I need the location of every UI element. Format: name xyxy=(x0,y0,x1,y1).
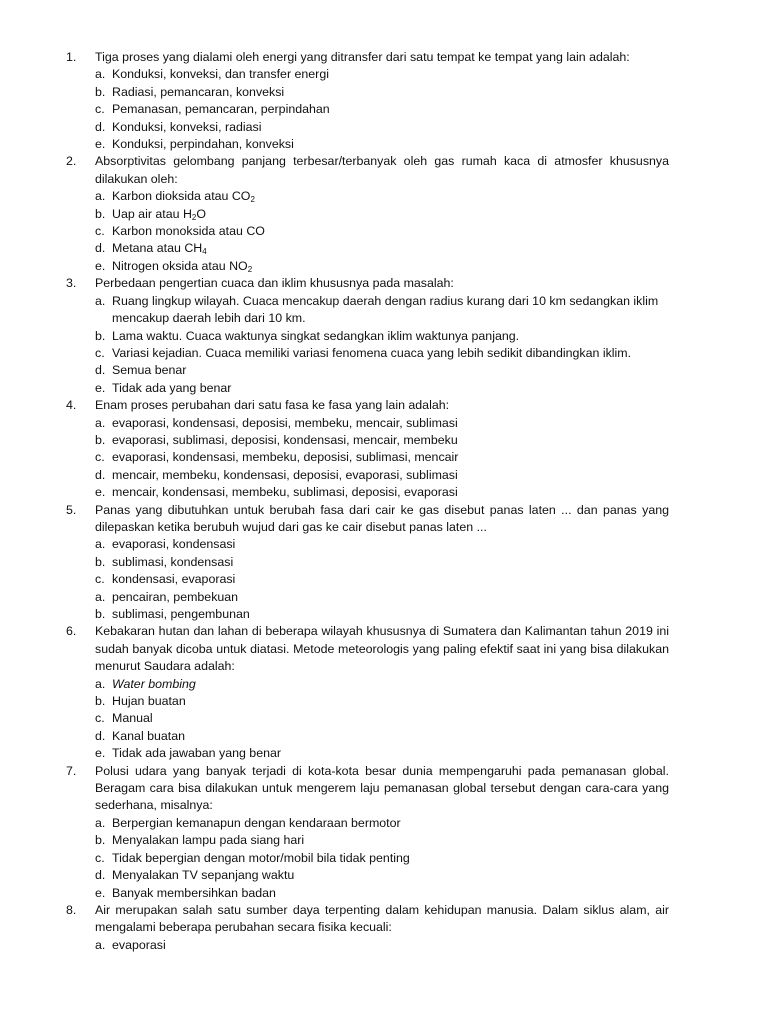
option-text-main: mencair, membeku, kondensasi, deposisi, evaporasi, sublimasi xyxy=(112,467,458,482)
option-letter: a. xyxy=(95,293,106,308)
answer-option xyxy=(95,380,669,397)
option-text xyxy=(112,101,669,118)
option-text xyxy=(112,258,669,275)
option-text-main: Kanal buatan xyxy=(112,728,186,743)
question-item xyxy=(0,902,768,954)
option-text-suffix: O xyxy=(196,206,206,221)
answer-option xyxy=(95,745,669,762)
option-text xyxy=(112,362,669,379)
question-text xyxy=(95,763,669,815)
option-text xyxy=(112,240,669,257)
option-subscript: 2 xyxy=(247,264,253,274)
answer-option xyxy=(95,693,669,710)
option-letter: a. xyxy=(95,415,106,430)
option-text-main: Nitrogen oksida atau NO xyxy=(112,258,248,273)
question-text-line: Enam proses perubahan dari satu fasa ke fasa yang lain adalah: xyxy=(95,398,450,413)
answer-option xyxy=(95,571,669,588)
question-text xyxy=(95,275,669,292)
option-text-main: evaporasi, kondensasi, membeku, deposisi, sublimasi, mencair xyxy=(112,450,459,465)
answer-options xyxy=(0,937,768,954)
answer-option xyxy=(95,345,669,362)
question-text xyxy=(95,623,669,675)
option-letter: c. xyxy=(95,711,105,726)
answer-option xyxy=(95,554,669,571)
option-letter: b. xyxy=(95,432,106,447)
answer-option xyxy=(95,676,669,693)
answer-option xyxy=(95,136,669,153)
answer-option xyxy=(95,937,669,954)
option-text-main: Menyalakan TV sepanjang waktu xyxy=(112,868,295,883)
option-letter: d. xyxy=(95,119,106,134)
question-number: 8. xyxy=(66,902,77,917)
option-letter: d. xyxy=(95,728,106,743)
option-letter: c. xyxy=(95,572,105,587)
answer-option xyxy=(95,206,669,223)
answer-option xyxy=(95,119,669,136)
answer-option xyxy=(95,84,669,101)
option-text xyxy=(112,136,669,153)
question-number: 4. xyxy=(66,398,77,413)
option-text-main: Water bombing xyxy=(112,676,196,691)
option-text-main: Tidak bepergian dengan motor/mobil bila tidak penting xyxy=(112,850,410,865)
answer-option xyxy=(95,432,669,449)
option-letter: a. xyxy=(95,815,106,830)
option-text-main: evaporasi, kondensasi xyxy=(112,537,236,552)
question-number: 2. xyxy=(66,154,77,169)
option-text-main: Menyalakan lampu pada siang hari xyxy=(112,833,305,848)
option-text xyxy=(112,449,669,466)
answer-option xyxy=(95,484,669,501)
answer-options xyxy=(0,676,768,763)
answer-options xyxy=(0,66,768,153)
option-text xyxy=(112,293,669,328)
option-text xyxy=(112,693,669,710)
option-letter: a. xyxy=(95,67,106,82)
answer-option xyxy=(95,240,669,257)
option-text xyxy=(112,745,669,762)
option-text xyxy=(112,710,669,727)
option-text-main: Metana atau CH xyxy=(112,241,203,256)
option-text xyxy=(112,850,669,867)
option-text-main: Konduksi, konveksi, dan transfer energi xyxy=(112,67,329,82)
option-text xyxy=(112,119,669,136)
option-letter: b. xyxy=(95,694,106,709)
question-number: 1. xyxy=(66,50,77,64)
option-text xyxy=(112,484,669,501)
option-text xyxy=(112,206,669,223)
answer-option xyxy=(95,449,669,466)
option-text xyxy=(112,536,669,553)
question-text-line: Air merupakan salah satu sumber daya terpenting dalam kehidupan manusia. Dalam siklus alam, air xyxy=(95,902,669,917)
option-letter: a. xyxy=(95,589,106,604)
option-text xyxy=(112,571,669,588)
option-letter: b. xyxy=(95,328,106,343)
answer-option xyxy=(95,867,669,884)
option-text xyxy=(112,223,669,240)
answer-options xyxy=(0,815,768,902)
option-letter: c. xyxy=(95,345,105,360)
document-page xyxy=(0,49,768,954)
option-text-main: Tidak ada yang benar xyxy=(112,380,232,395)
question-item xyxy=(0,275,768,397)
option-text xyxy=(112,885,669,902)
question-text-line: dilepaskan ketika berubuh wujud dari gas ke cair disebut panas laten ... xyxy=(95,519,487,534)
option-text-main: Variasi kejadian. Cuaca memiliki variasi fenomena cuaca yang lebih sedikit dibandingkan iklim. xyxy=(112,345,632,360)
option-letter: d. xyxy=(95,467,106,482)
option-text-main: sublimasi, kondensasi xyxy=(112,554,234,569)
option-letter: d. xyxy=(95,363,106,378)
question-number: 6. xyxy=(66,624,77,639)
option-text xyxy=(112,676,669,693)
option-subscript: 4 xyxy=(202,247,207,257)
option-letter: b. xyxy=(95,833,106,848)
question-text xyxy=(95,153,669,188)
answer-option xyxy=(95,536,669,553)
option-text xyxy=(112,188,669,205)
option-letter: b. xyxy=(95,554,106,569)
option-letter: e. xyxy=(95,485,106,500)
question-text-line: Polusi udara yang banyak terjadi di kota-kota besar dunia mempengaruhi pada pemanasan global. xyxy=(95,763,669,778)
option-letter: c. xyxy=(95,450,105,465)
option-letter: e. xyxy=(95,746,106,761)
question-text-line: Tiga proses yang dialami oleh energi yang ditransfer dari satu tempat ke tempat yang lain adalah: xyxy=(95,50,630,64)
option-text xyxy=(112,467,669,484)
option-text-main: Konduksi, konveksi, radiasi xyxy=(112,119,262,134)
option-text xyxy=(112,66,669,83)
question-text xyxy=(95,902,669,937)
answer-option xyxy=(95,850,669,867)
option-letter: b. xyxy=(95,607,106,621)
option-letter: e. xyxy=(95,380,106,395)
option-text-main: Radiasi, pemancaran, konveksi xyxy=(112,84,285,99)
option-text xyxy=(112,832,669,849)
question-number: 3. xyxy=(66,276,77,291)
option-letter: d. xyxy=(95,868,106,883)
question-text-line: sudah banyak dicoba untuk diatasi. Metode meteorologis yang paling efektif saat ini yang bisa dilakukan xyxy=(95,641,669,656)
answer-option xyxy=(95,66,669,83)
option-letter: b. xyxy=(95,84,106,99)
question-text xyxy=(95,502,669,537)
answer-option xyxy=(95,328,669,345)
question-text-line: Beragam cara bisa dilakukan untuk mengerem laju pemanasan global tersebut dengan cara-cara yang xyxy=(95,781,669,796)
option-letter: a. xyxy=(95,937,106,952)
option-text xyxy=(112,606,669,623)
question-item xyxy=(0,397,768,501)
option-text-main: evaporasi, sublimasi, deposisi, kondensasi, mencair, membeku xyxy=(112,432,458,447)
question-text xyxy=(95,49,669,66)
answer-option xyxy=(95,101,669,118)
question-text xyxy=(95,397,669,414)
question-text-line: mengalami beberapa perubahan secara fisika kecuali: xyxy=(95,920,392,935)
answer-option xyxy=(95,832,669,849)
answer-option xyxy=(95,885,669,902)
question-text-line: menurut Saudara adalah: xyxy=(95,659,235,674)
answer-option xyxy=(95,188,669,205)
option-subscript: 2 xyxy=(191,212,197,222)
option-text-main: pencairan, pembekuan xyxy=(112,589,239,604)
option-text xyxy=(112,815,669,832)
answer-option xyxy=(95,467,669,484)
question-item xyxy=(0,623,768,762)
answer-option xyxy=(95,415,669,432)
question-text-line: dilakukan oleh: xyxy=(95,171,178,186)
option-text xyxy=(112,415,669,432)
answer-option xyxy=(95,589,669,606)
answer-option xyxy=(95,710,669,727)
question-text-line: Absorptivitas gelombang panjang terbesar/terbanyak oleh gas rumah kaca di atmosfer khususnya xyxy=(95,154,669,169)
option-text xyxy=(112,589,669,606)
question-item xyxy=(0,49,768,153)
question-item xyxy=(0,502,768,624)
question-number: 7. xyxy=(66,763,77,778)
option-letter: b. xyxy=(95,206,106,221)
answer-options xyxy=(0,188,768,275)
option-text-main: Tidak ada jawaban yang benar xyxy=(112,746,281,761)
option-text-main: sublimasi, pengembunan xyxy=(112,607,250,621)
option-letter: e. xyxy=(95,885,106,900)
option-text-main: evaporasi, kondensasi, deposisi, membeku, mencair, sublimasi xyxy=(112,415,458,430)
option-text-main: Manual xyxy=(112,711,153,726)
option-letter: e. xyxy=(95,258,106,273)
option-text-main: Konduksi, perpindahan, konveksi xyxy=(112,137,294,152)
question-item xyxy=(0,153,768,275)
answer-option xyxy=(95,223,669,240)
option-text xyxy=(112,867,669,884)
option-letter: d. xyxy=(95,241,106,256)
question-text-line: sederhana, misalnya: xyxy=(95,798,213,813)
option-text-main: Karbon monoksida atau CO xyxy=(112,224,265,239)
answer-option xyxy=(95,258,669,275)
answer-option xyxy=(95,815,669,832)
answer-option xyxy=(95,362,669,379)
option-letter: e. xyxy=(95,137,106,152)
option-subscript: 2 xyxy=(250,195,255,205)
answer-options xyxy=(0,293,768,397)
option-text-main: Lama waktu. Cuaca waktunya singkat sedangkan iklim waktunya panjang. xyxy=(112,328,520,343)
option-text xyxy=(112,84,669,101)
option-letter: c. xyxy=(95,850,105,865)
option-text-main: Pemanasan, pemancaran, perpindahan xyxy=(112,102,330,117)
option-text-main: Karbon dioksida atau CO xyxy=(112,189,251,204)
option-letter: a. xyxy=(95,676,106,691)
question-number: 5. xyxy=(66,502,77,517)
question-text-line: Panas yang dibutuhkan untuk berubah fasa dari cair ke gas disebut panas laten ... dan panas yang xyxy=(95,502,669,517)
option-letter: c. xyxy=(95,224,105,239)
option-text-main: kondensasi, evaporasi xyxy=(112,572,236,587)
answer-option xyxy=(95,728,669,745)
option-text xyxy=(112,380,669,397)
answer-options xyxy=(0,536,768,623)
option-text xyxy=(112,432,669,449)
answer-options xyxy=(0,415,768,502)
option-text-main: evaporasi xyxy=(112,937,166,952)
option-text-main: Banyak membersihkan badan xyxy=(112,885,276,900)
option-text xyxy=(112,728,669,745)
question-item xyxy=(0,763,768,902)
question-text-line: Perbedaan pengertian cuaca dan iklim khususnya pada masalah: xyxy=(95,276,454,291)
option-letter: a. xyxy=(95,189,106,204)
answer-option xyxy=(95,606,669,623)
option-text xyxy=(112,554,669,571)
option-text-continuation: mencakup daerah lebih dari 10 km. xyxy=(112,311,306,326)
option-text-main: Berpergian kemanapun dengan kendaraan bermotor xyxy=(112,815,401,830)
option-text-main: Uap air atau H xyxy=(112,206,192,221)
option-text-main: Ruang lingkup wilayah. Cuaca mencakup daerah dengan radius kurang dari 10 km sedangkan iklim xyxy=(112,293,659,308)
option-letter: c. xyxy=(95,102,105,117)
option-text-main: Semua benar xyxy=(112,363,187,378)
answer-option xyxy=(95,293,669,328)
option-text xyxy=(112,345,669,362)
option-text xyxy=(112,328,669,345)
option-text-main: Hujan buatan xyxy=(112,694,186,709)
option-text-main: mencair, kondensasi, membeku, sublimasi, deposisi, evaporasi xyxy=(112,485,458,500)
option-letter: a. xyxy=(95,537,106,552)
question-text-line: Kebakaran hutan dan lahan di beberapa wilayah khususnya di Sumatera dan Kalimantan tahun 2019 ini xyxy=(95,624,669,639)
option-text xyxy=(112,937,669,954)
